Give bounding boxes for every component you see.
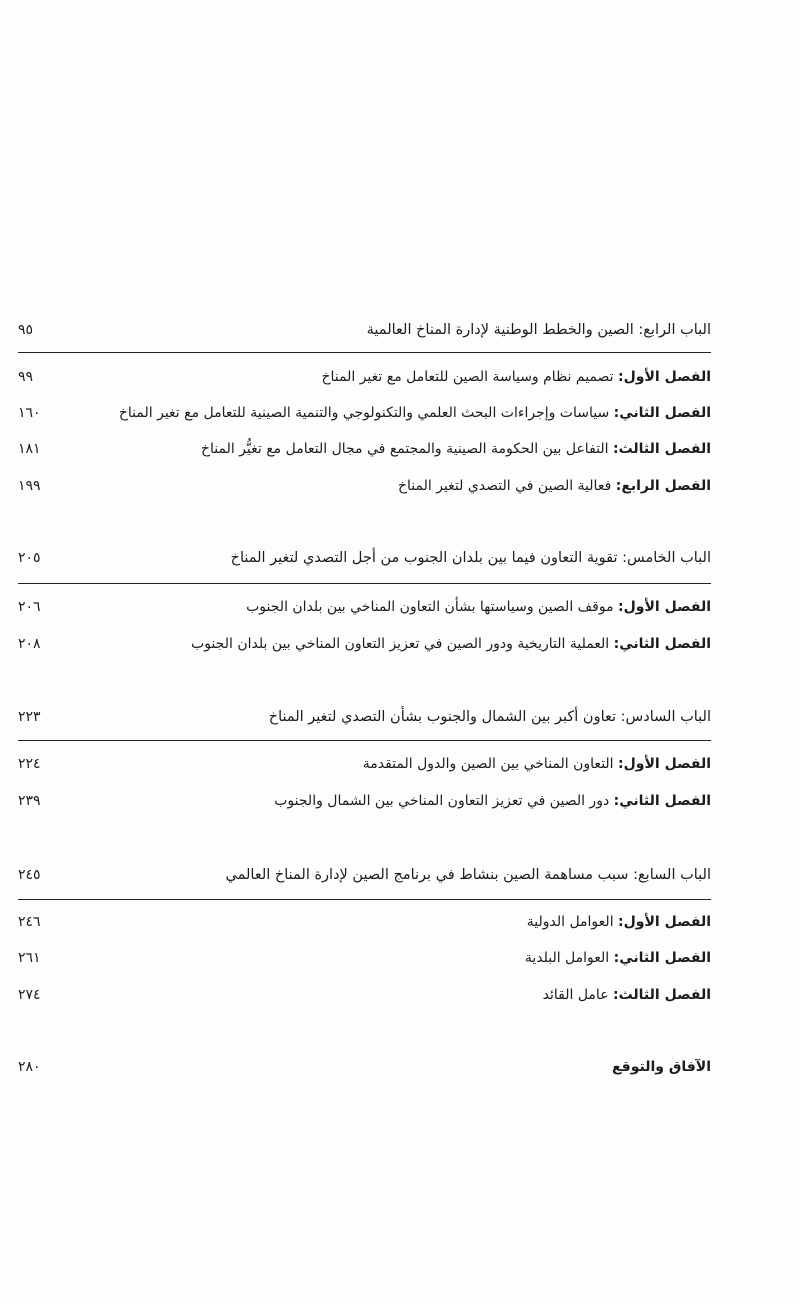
chapter-title: الفصل الأول: موقف الصين وسياستها بشأن التعاون المناخي بين بلدان الجنوب	[246, 599, 711, 615]
toc-part-entry	[18, 315, 711, 345]
chapter-title: الفصل الثاني: العملية التاريخية ودور الصين في تعزيز التعاون المناخي بين بلدان الجنوب	[191, 636, 711, 652]
page-number: ٢٠٥	[18, 550, 41, 566]
toc-part-entry	[18, 702, 711, 732]
page-number: ١٩٩	[18, 478, 41, 494]
toc-chapter-entry	[18, 434, 711, 464]
divider	[18, 740, 711, 741]
page-number: ٢٤٥	[18, 867, 41, 883]
page-number: ٢٠٨	[18, 636, 41, 652]
divider	[18, 899, 711, 900]
part-title: الباب السادس: تعاون أكبر بين الشمال والجنوب بشأن التصدي لتغير المناخ	[268, 709, 711, 725]
part-title: الباب الخامس: تقوية التعاون فيما بين بلدان الجنوب من أجل التصدي لتغير المناخ	[230, 550, 711, 566]
part-title: الباب السابع: سبب مساهمة الصين بنشاط في برنامج الصين لإدارة المناخ العالمي	[225, 867, 711, 883]
page-number: ١٦٠	[18, 405, 41, 421]
chapter-title: الفصل الثالث: التفاعل بين الحكومة الصينية والمجتمع في مجال التعامل مع تغيُّر المناخ	[200, 441, 711, 457]
page-number: ٩٩	[18, 369, 34, 385]
chapter-title: الفصل الثاني: العوامل البلدية	[524, 950, 711, 966]
toc-chapter-entry	[18, 592, 711, 622]
page-number: ٢٣٩	[18, 793, 41, 809]
divider	[18, 583, 711, 584]
toc-chapter-entry	[18, 398, 711, 428]
page-number: ٢٢٤	[18, 756, 41, 772]
page-number: ٢٨٠	[18, 1059, 41, 1075]
page-number: ٩٥	[18, 322, 34, 338]
toc-chapter-entry	[18, 749, 711, 779]
page-number: ١٨١	[18, 441, 41, 457]
page-number: ٢٢٣	[18, 709, 41, 725]
toc-chapter-entry	[18, 907, 711, 937]
toc-chapter-entry	[18, 471, 711, 501]
divider	[18, 352, 711, 353]
toc-chapter-entry	[18, 786, 711, 816]
chapter-title: الفصل الأول: العوامل الدولية	[526, 914, 711, 930]
page-number: ٢٧٤	[18, 987, 41, 1003]
page-number: ٢٠٦	[18, 599, 41, 615]
toc-chapter-entry	[18, 362, 711, 392]
chapter-title: الفصل الثاني: دور الصين في تعزيز التعاون المناخي بين الشمال والجنوب	[274, 793, 711, 809]
chapter-title: الفصل الأول: تصميم نظام وسياسة الصين للتعامل مع تغير المناخ	[321, 369, 711, 385]
part-title: الباب الرابع: الصين والخطط الوطنية لإدارة المناخ العالمية	[366, 322, 711, 338]
page-number: ٢٤٦	[18, 914, 41, 930]
toc-part-entry	[18, 860, 711, 890]
chapter-title: الفصل الثاني: سياسات وإجراءات البحث العلمي والتكنولوجي والتنمية الصينية للتعامل مع تغير المناخ	[118, 405, 711, 421]
toc-chapter-entry	[18, 629, 711, 659]
page-number: ٢٦١	[18, 950, 41, 966]
closing-title: الآفاق والتوقع	[611, 1059, 711, 1075]
toc-chapter-entry	[18, 980, 711, 1010]
chapter-title: الفصل الأول: التعاون المناخي بين الصين والدول المتقدمة	[362, 756, 711, 772]
toc-chapter-entry	[18, 943, 711, 973]
chapter-title: الفصل الرابع: فعالية الصين في التصدي لتغير المناخ	[397, 478, 711, 494]
toc-closing-entry	[18, 1052, 711, 1082]
chapter-title: الفصل الثالث: عامل القائد	[542, 987, 711, 1003]
toc-part-entry	[18, 543, 711, 573]
